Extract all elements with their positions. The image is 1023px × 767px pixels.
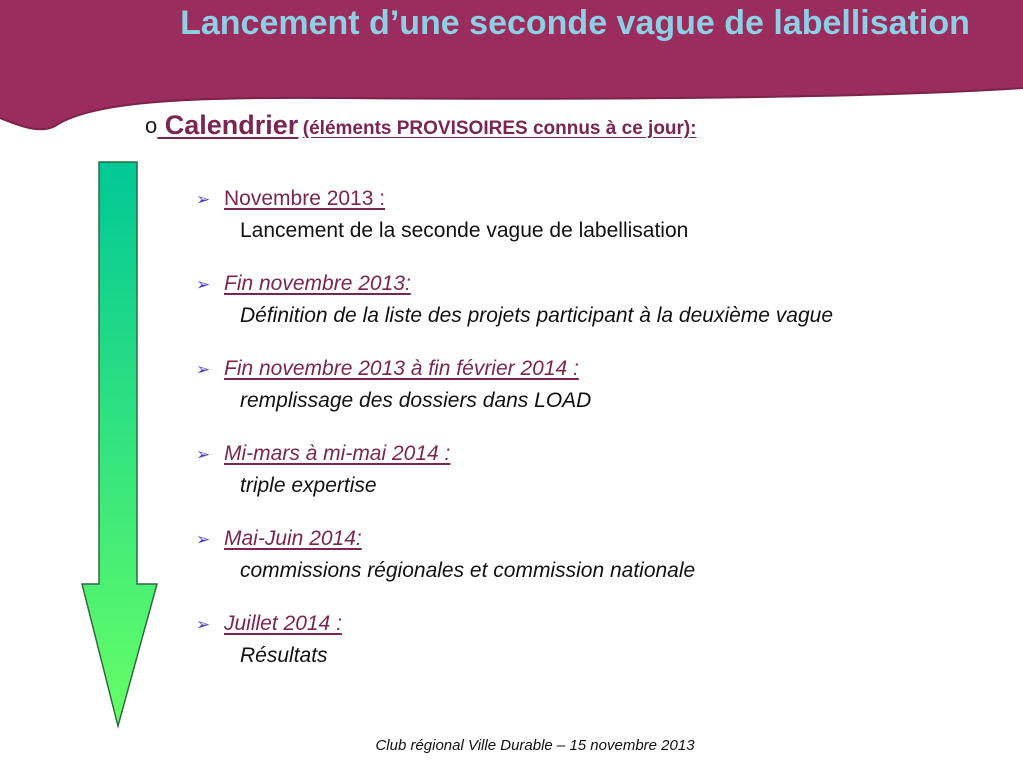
item-date: Juillet 2014 : (224, 612, 342, 635)
item-date: Fin novembre 2013 à fin février 2014 : (224, 357, 579, 380)
item-description: Lancement de la seconde vague de labellisation (240, 219, 689, 242)
chevron-right-icon: ➢ (196, 530, 211, 549)
item-description: Résultats (240, 644, 328, 667)
chevron-right-icon: ➢ (196, 275, 211, 294)
item-description: Définition de la liste des projets participant à la deuxième vague (240, 304, 834, 327)
chevron-right-icon: ➢ (196, 190, 211, 209)
circle-bullet: o (145, 113, 158, 138)
chevron-right-icon: ➢ (196, 360, 211, 379)
item-date: Novembre 2013 : (224, 187, 386, 210)
timeline-list (196, 184, 876, 694)
slide-title: Lancement d’une seconde vague de labellisation (180, 4, 970, 42)
chevron-right-icon: ➢ (196, 445, 211, 464)
item-date: Fin novembre 2013: (224, 272, 411, 295)
timeline-item (196, 184, 876, 246)
calendar-heading-note: (éléments PROVISOIRES connus à ce jour): (302, 118, 697, 139)
timeline-item (196, 269, 876, 331)
item-description: triple expertise (240, 474, 377, 497)
calendar-heading (145, 110, 697, 141)
slide-footer: Club régional Ville Durable – 15 novembre 2013 (375, 737, 695, 754)
item-date: Mi-mars à mi-mai 2014 : (224, 442, 451, 465)
timeline-item (196, 609, 876, 671)
timeline-down-arrow-icon (80, 160, 160, 730)
calendar-heading-main: Calendrier (157, 110, 299, 140)
timeline-item (196, 439, 876, 501)
timeline-item (196, 354, 876, 416)
item-description: remplissage des dossiers dans LOAD (240, 389, 592, 412)
chevron-right-icon: ➢ (196, 615, 211, 634)
item-date: Mai-Juin 2014: (224, 527, 362, 550)
item-description: commissions régionales et commission nationale (240, 559, 696, 582)
timeline-item (196, 524, 876, 586)
